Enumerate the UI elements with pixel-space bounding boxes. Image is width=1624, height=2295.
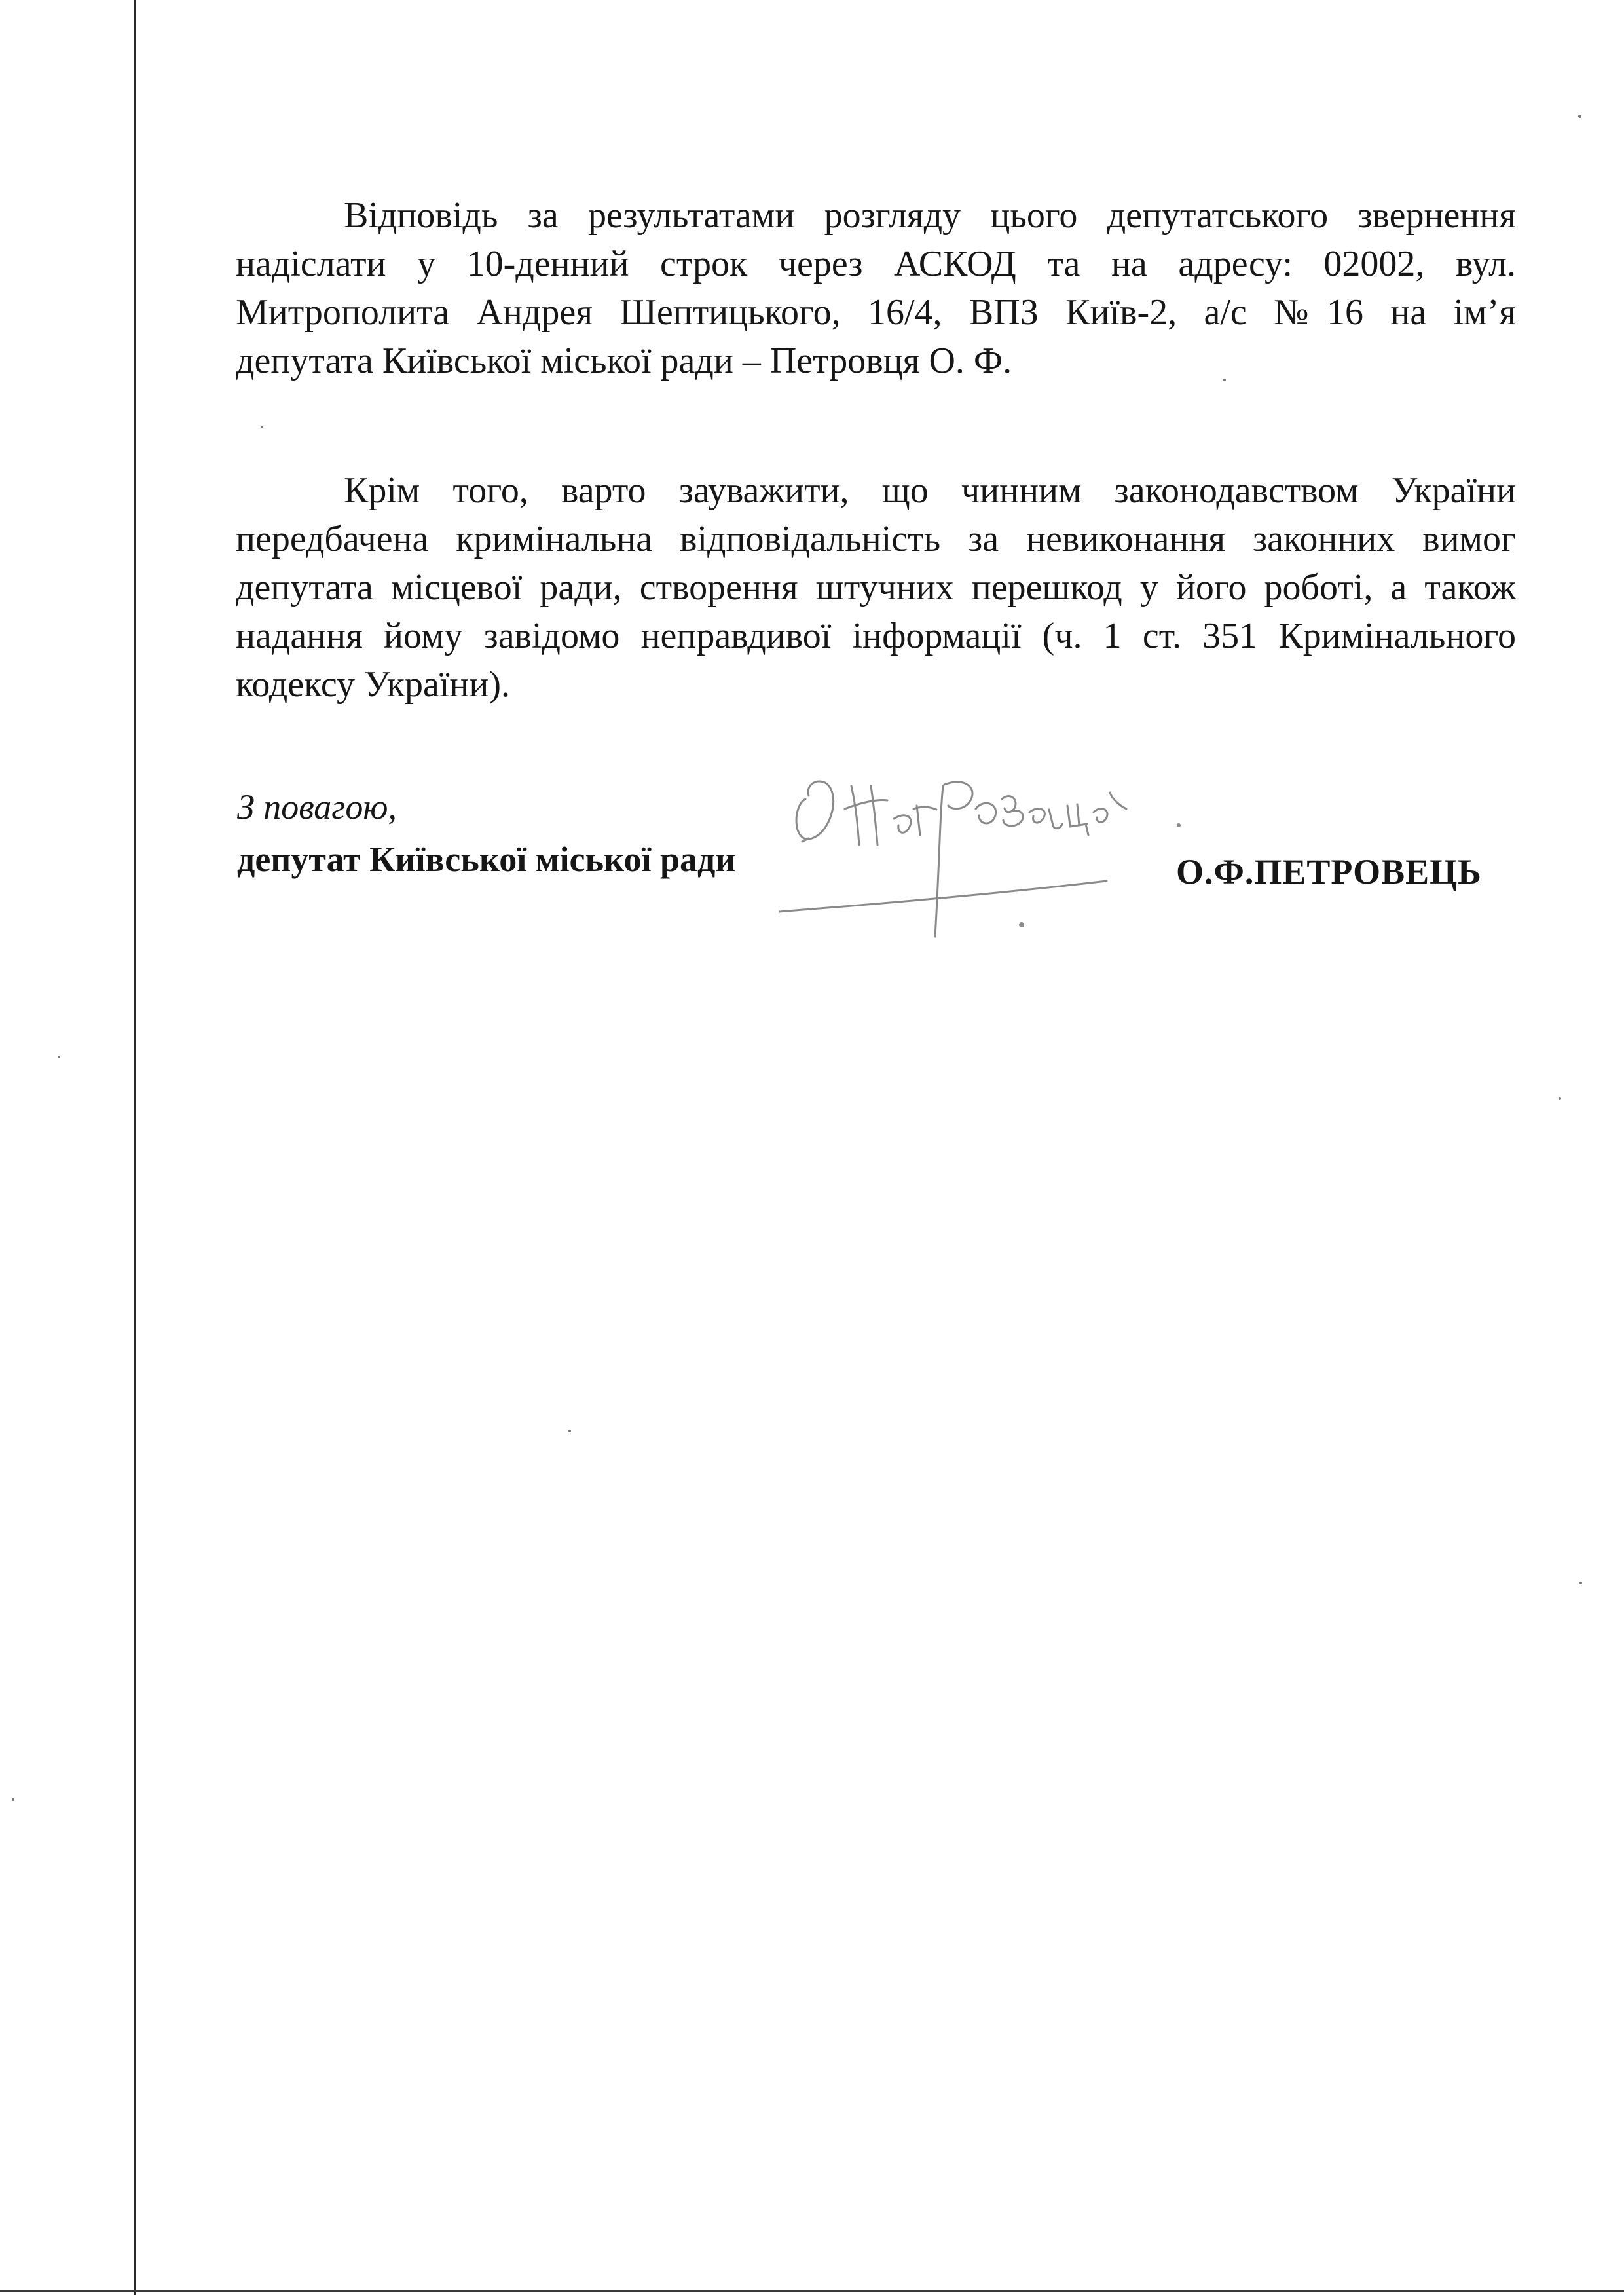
scan-speck [1578, 115, 1581, 118]
scan-speck [261, 426, 263, 428]
text-line: Відповідь за результатами розгляду цього депутатського звернення [344, 195, 1516, 236]
scan-speck [12, 1798, 14, 1801]
text-line: депутата місцевої ради, створення штучних перешкод у його роботі, а також [236, 567, 1516, 608]
scan-speck [58, 1056, 60, 1058]
text-line: депутата Київської міської ради – Петровця О. Ф. [236, 341, 1012, 381]
handwritten-signature [779, 747, 1185, 943]
text-line: надіслати у 10-денний строк через АСКОД та на адресу: 02002, вул. [236, 244, 1516, 284]
text-line: передбачена кримінальна відповідальність за невиконання законних вимог [236, 519, 1516, 559]
text-line: Крім того, варто зауважити, що чинним законодавством України [344, 470, 1516, 511]
paragraph-legal-notice [236, 466, 1516, 709]
scan-bottom-edge [0, 2290, 1624, 2292]
paragraph-response-request [236, 191, 1516, 385]
text-line: надання йому завідомо неправдивої інформації (ч. 1 ст. 351 Кримінального [236, 616, 1516, 656]
scan-speck [568, 1430, 571, 1432]
scan-left-edge [134, 0, 136, 2295]
closing-block [237, 781, 735, 886]
scan-speck [1579, 1582, 1582, 1584]
text-line: Митрополита Андрея Шептицького, 16/4, ВПЗ Київ-2, а/с №16 на ім’я [236, 292, 1516, 333]
signer-name: О.Ф.ПЕТРОВЕЦЬ [1176, 852, 1482, 891]
text-line: кодексу України). [236, 664, 510, 705]
signer-title: депутат Київської міської ради [237, 840, 736, 879]
scan-speck [1559, 1097, 1561, 1100]
closing-greeting: З повагою, [237, 787, 397, 827]
